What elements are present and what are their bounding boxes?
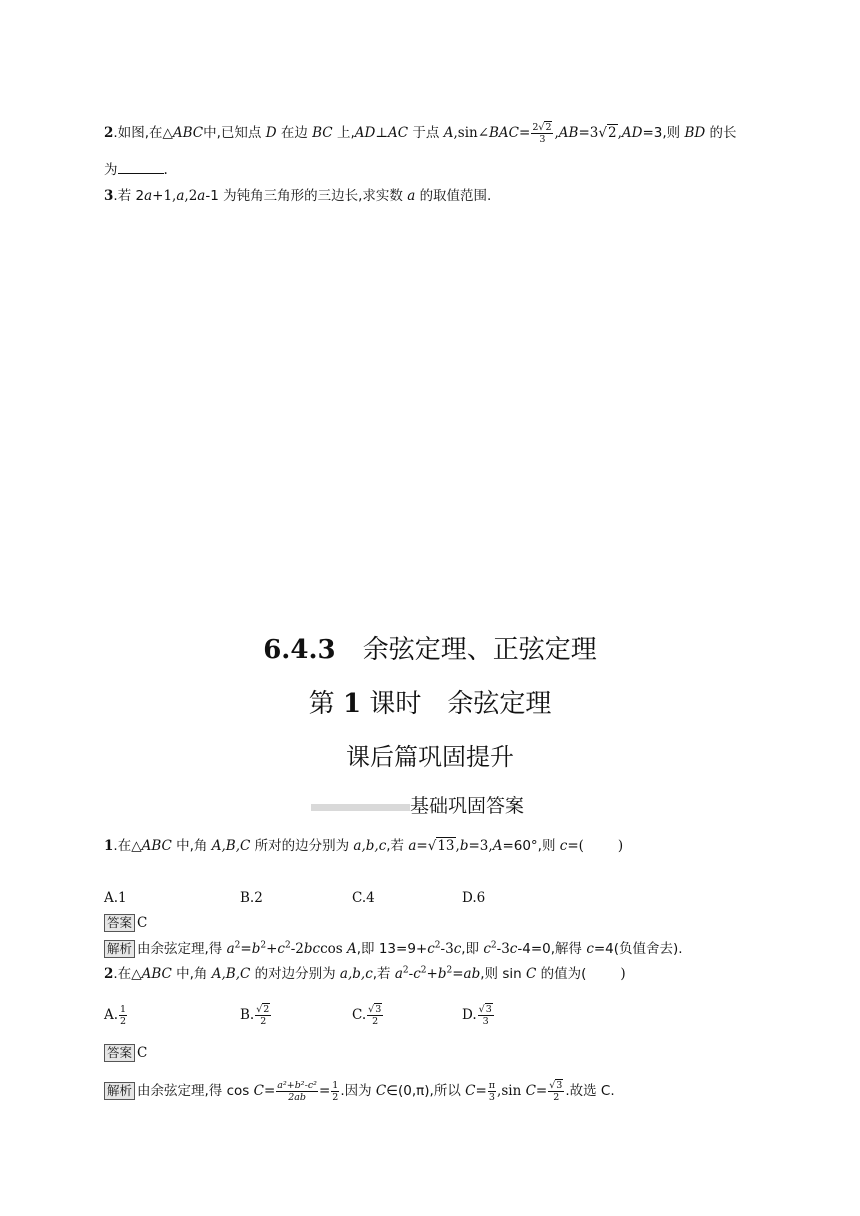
answer-value: C [137,915,148,931]
explanation-tag: 解析 [104,1082,135,1100]
question-3-top: 3.若 2a+1,a,2a-1 为钝角三角形的三边长,求实数 a 的取值范围. [104,188,492,204]
answer-value: C [137,1045,148,1061]
option-b[interactable]: B.2 [240,890,263,906]
explanation-row: 解析 由余弦定理,得 cos C= $\frac{\text{a²+b²-c²}}{2ab}$ = $\frac{1}{2}$ .因为 C∈(0,π),所以 C= $\frac{\pi}{3}$ ,sin C= $\frac{√3}{2}$ .故选 C. [104,1080,615,1103]
option-b[interactable]: B. $\frac{√2}{2}$ [240,1004,270,1027]
question-2-top-line2: 为 . [104,162,168,178]
explanation-row: 解析 由余弦定理,得 $a^2=b^2+c^2-2bccos$ A,即 $13=9+c^2-3c$,即 $c^2-3c-4=0$,解得 c=4(负值舍去). [104,939,683,959]
explanation-tag: 解析 [104,940,135,958]
answer-tag: 答案 [104,914,135,932]
answer-row [104,913,147,933]
option-c[interactable]: C.4 [352,890,375,906]
section-bar [311,804,410,811]
answer-tag: 答案 [104,1044,135,1062]
question-2-top: 2.如图,在△ABC中,已知点 D 在边 BC 上,AD⊥AC 于点 A,sin∠BAC= $\frac{2√2}{3}$ ,AB=3√2,AD=3,则 BD 的长 [104,122,737,145]
option-d[interactable]: D. $\frac{√3}{3}$ [462,1004,492,1027]
option-a[interactable]: A. $\frac{1}{2}$ [104,1004,127,1027]
option-a[interactable]: A.1 [104,890,127,906]
fraction: $\frac{2√2}{3}$ [532,122,552,145]
option-c[interactable]: C. $\frac{√3}{2}$ [352,1004,382,1027]
section-title: 基础巩固答案 [410,795,525,817]
lesson-title: 第 1 课时 余弦定理 [308,689,552,719]
option-d[interactable]: D.6 [462,890,486,906]
page-title: 6.4.3 余弦定理、正弦定理 [263,635,597,665]
subtitle: 课后篇巩固提升 [346,743,514,771]
question-2: 2.在△ABC 中,角 A,B,C 的对边分别为 a,b,c,若 $a^2-c^2+b^2=ab$,则 sin C 的值为( ) [104,965,626,982]
answer-row [104,1043,147,1063]
question-1: 1.在△ABC 中,角 A,B,C 所对的边分别为 a,b,c,若 a=√13,b=3,A=60°,则 c=( ) [104,838,624,854]
answer-blank[interactable] [118,161,164,174]
